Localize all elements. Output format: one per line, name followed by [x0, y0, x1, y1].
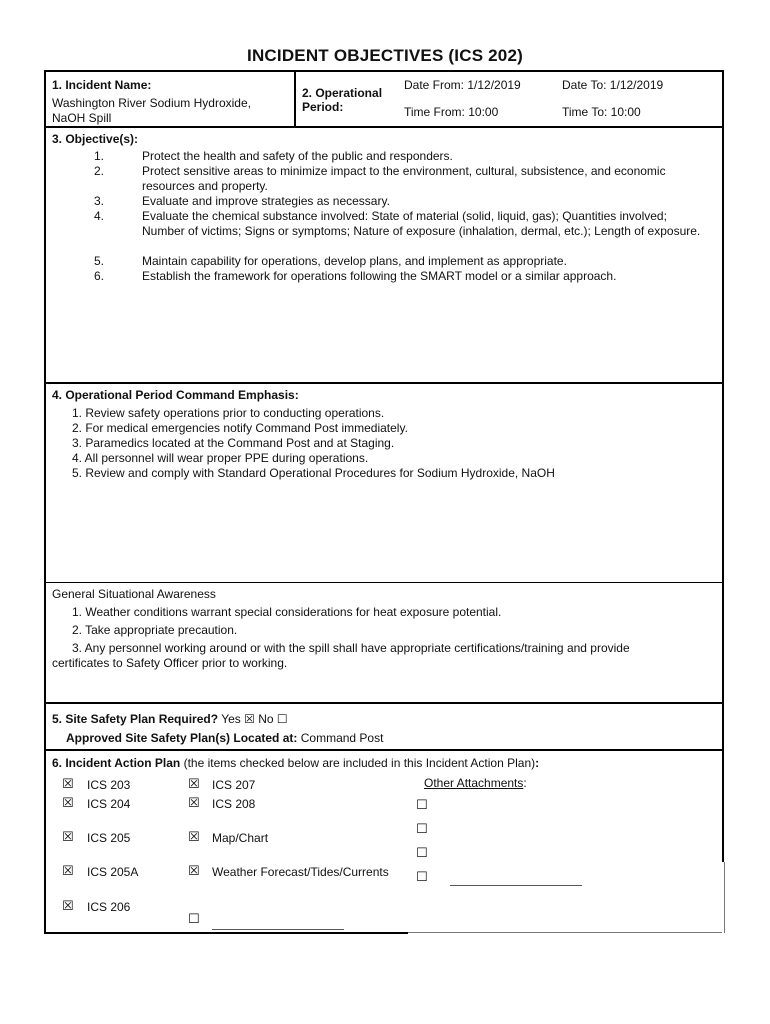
- ics-208-label: ICS 208: [212, 797, 256, 811]
- command-emphasis-item[interactable]: 5. Review and comply with Standard Operational Procedures for Sodium Hydroxide, NaOH: [72, 466, 555, 480]
- other-attachment-checkbox-1[interactable]: ☐: [416, 798, 428, 813]
- ics-208-checkbox[interactable]: ☒: [188, 796, 200, 811]
- site-safety-no-checkbox[interactable]: ☐: [276, 712, 288, 726]
- site-safety-yes-checkbox[interactable]: ☒: [244, 712, 255, 726]
- site-safety-no-label: No: [258, 712, 274, 726]
- objective-number: 1.: [94, 149, 105, 163]
- site-safety-location-row: [66, 731, 383, 745]
- map-chart-checkbox[interactable]: ☒: [188, 830, 200, 845]
- ics-203-label: ICS 203: [87, 778, 131, 792]
- other-col2-checkbox[interactable]: ☐: [188, 912, 200, 927]
- other-attachment-blank-line[interactable]: [450, 885, 582, 886]
- command-emphasis-item[interactable]: 3. Paramedics located at the Command Post and at Staging.: [72, 436, 395, 450]
- site-safety-yes-label: Yes: [221, 712, 241, 726]
- site-safety-location-label: Approved Site Safety Plan(s) Located at:: [66, 731, 298, 745]
- action-plan-header: 6. Incident Action Plan (the items checked below are included in this Incident Action Plan):: [52, 756, 540, 770]
- objective-text[interactable]: Protect sensitive areas to minimize impact to the environment, cultural, subsistence, and economic resources and property.: [142, 164, 666, 193]
- situational-awareness-line[interactable]: 2. Take appropriate precaution.: [72, 623, 238, 637]
- other-attachments-label: Other Attachments:: [424, 776, 527, 790]
- weather-forecast-label: Weather Forecast/Tides/Currents: [212, 865, 389, 879]
- situational-awareness-line[interactable]: 1. Weather conditions warrant special considerations for heat exposure potential.: [72, 605, 502, 619]
- site-safety-label: 5. Site Safety Plan Required?: [52, 712, 219, 726]
- form-title: INCIDENT OBJECTIVES (ICS 202): [247, 46, 523, 65]
- situational-awareness-label: General Situational Awareness: [52, 587, 216, 601]
- situational-awareness-line[interactable]: certificates to Safety Officer prior to working.: [52, 656, 288, 670]
- command-emphasis-item[interactable]: 1. Review safety operations prior to conducting operations.: [72, 406, 385, 420]
- other-attachment-checkbox-2[interactable]: ☐: [416, 822, 428, 837]
- site-safety-location-field[interactable]: Command Post: [300, 731, 384, 745]
- date-to-field[interactable]: Date To: 1/12/2019: [562, 78, 664, 92]
- ics-204-label: ICS 204: [87, 797, 131, 811]
- date-from-field[interactable]: Date From: 1/12/2019: [404, 78, 521, 92]
- ics-202-form: [44, 70, 724, 934]
- operational-period-label-2: Period:: [302, 100, 344, 114]
- ics-205-label: ICS 205: [87, 831, 131, 845]
- other-col2-blank-line[interactable]: [212, 929, 344, 930]
- action-plan-description: (the items checked below are included in this Incident Action Plan): [183, 756, 536, 770]
- situational-awareness-line[interactable]: 3. Any personnel working around or with the spill shall have appropriate certifications/training and provide: [72, 641, 630, 655]
- time-from-field[interactable]: Time From: 10:00: [404, 105, 499, 119]
- right-border-thin: [724, 862, 725, 933]
- objective-number: 5.: [94, 254, 105, 268]
- ics-205-checkbox[interactable]: ☒: [62, 830, 74, 845]
- command-emphasis-label: 4. Operational Period Command Emphasis:: [52, 388, 299, 402]
- right-border-gap: [722, 862, 728, 936]
- weather-forecast-checkbox[interactable]: ☒: [188, 864, 200, 879]
- time-to-field[interactable]: Time To: 10:00: [562, 105, 641, 119]
- operational-period-label-1: 2. Operational: [302, 86, 383, 100]
- ics-205a-label: ICS 205A: [87, 865, 139, 879]
- other-attachment-checkbox-4[interactable]: ☐: [416, 870, 428, 885]
- incident-name-field[interactable]: Washington River Sodium Hydroxide, NaOH Spill: [52, 96, 251, 125]
- ics-206-label: ICS 206: [87, 900, 131, 914]
- objective-number: 3.: [94, 194, 105, 208]
- ics-205a-checkbox[interactable]: ☒: [62, 864, 74, 879]
- command-emphasis-item[interactable]: 4. All personnel will wear proper PPE during operations.: [72, 451, 369, 465]
- ics-203-checkbox[interactable]: ☒: [62, 777, 74, 792]
- objective-text[interactable]: Establish the framework for operations following the SMART model or a similar approach.: [142, 269, 617, 283]
- command-emphasis-item[interactable]: 2. For medical emergencies notify Command Post immediately.: [72, 421, 408, 435]
- objective-text[interactable]: Evaluate and improve strategies as necessary.: [142, 194, 390, 208]
- objective-text[interactable]: Maintain capability for operations, develop plans, and implement as appropriate.: [142, 254, 567, 268]
- objective-number: 2.: [94, 164, 105, 178]
- ics-206-checkbox[interactable]: ☒: [62, 899, 74, 914]
- objective-number: 6.: [94, 269, 105, 283]
- ics-207-label: ICS 207: [212, 778, 256, 792]
- ics-204-checkbox[interactable]: ☒: [62, 796, 74, 811]
- ics-207-checkbox[interactable]: ☒: [188, 777, 200, 792]
- objective-number: 4.: [94, 209, 105, 223]
- map-chart-label: Map/Chart: [212, 831, 269, 845]
- objectives-label: 3. Objective(s):: [52, 132, 139, 146]
- objective-text[interactable]: Evaluate the chemical substance involved: State of material (solid, liquid, gas); Quantities involved; Number of victims; Signs or symptoms; Nature of exposure (inhalation, dermal, etc.); Length of exposure.: [142, 209, 701, 238]
- bottom-border-thin: [408, 932, 726, 933]
- incident-name-label: 1. Incident Name:: [52, 78, 152, 92]
- action-plan-label: 6. Incident Action Plan: [52, 756, 181, 770]
- objective-text[interactable]: Protect the health and safety of the public and responders.: [142, 149, 453, 163]
- other-attachment-checkbox-3[interactable]: ☐: [416, 846, 428, 861]
- site-safety-row: [52, 712, 288, 726]
